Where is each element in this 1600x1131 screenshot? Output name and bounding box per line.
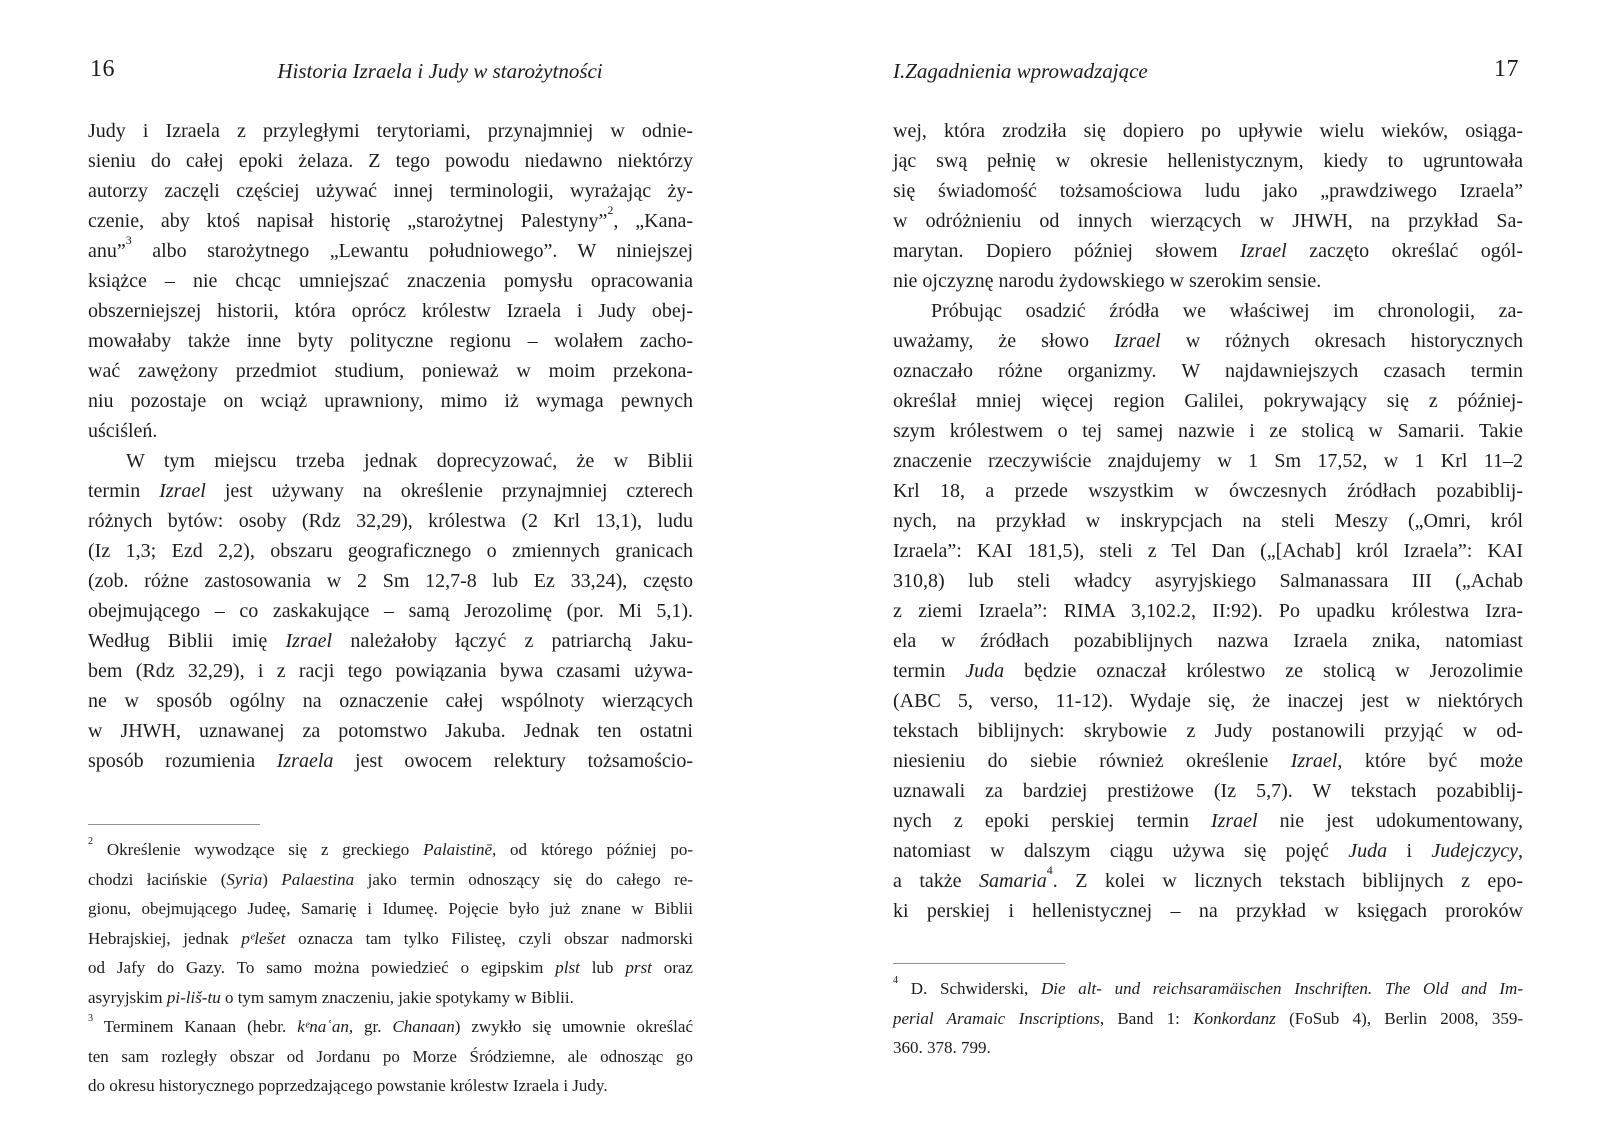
- text-line: a także Samaria$^4$. Z kolei w licznych tekstach biblijnych z epo-: [893, 862, 1523, 892]
- text-line: $^3$ Terminem Kanaan (hebr. kᵉnaʿan, gr. Chanaan) zwykło się umownie określać: [88, 1012, 693, 1036]
- text-line: nie ojczyznę narodu żydowskiego w szerokim sensie.: [893, 270, 1322, 292]
- text-line: obszerniejszej historii, która oprócz królestw Izraela i Judy obej-: [88, 300, 693, 322]
- left-page: [88, 0, 693, 1131]
- text-line: od Jafy do Gazy. To samo można powiedzieć o egipskim plst lub prst oraz: [88, 958, 693, 977]
- text-line: jąc swą pełnię w okresie hellenistycznym, kiedy to ugruntowała: [893, 150, 1523, 172]
- text-line: Krl 18, a przede wszystkim w ówczesnych źródłach pozabiblij-: [893, 480, 1523, 502]
- text-line: Hebrajskiej, jednak pᵉlešet oznacza tam tylko Filisteę, czyli obszar nadmorski: [88, 928, 693, 948]
- text-line: W tym miejscu trzeba jednak doprecyzować, że w Biblii: [126, 450, 693, 472]
- text-line: bem (Rdz 32,29), i z racji tego powiązania bywa czasami używa-: [88, 660, 693, 682]
- body-text: [88, 116, 693, 776]
- text-line: gionu, obejmującego Judeę, Samarię i Idumeę. Pojęcie było już znane w Biblii: [88, 899, 693, 918]
- text-line: sposób rozumienia Izraela jest owocem relektury tożsamościo-: [88, 750, 693, 772]
- text-line: oznaczało różne organizmy. W najdawniejszych czasach termin: [893, 360, 1523, 382]
- text-line: uznawali za bardziej prestiżowe (Iz 5,7). W tekstach pozabiblij-: [893, 780, 1523, 802]
- text-line: ne w sposób ogólny na oznaczenie całej wspólnoty wierzących: [88, 690, 693, 712]
- text-line: sieniu do całej epoki żelaza. Z tego powodu niedawno niektórzy: [88, 150, 693, 172]
- text-line: szym królestwem o tej samej nazwie i ze stolicą w Samarii. Takie: [893, 420, 1523, 442]
- text-line: 310,8) lub steli władcy asyryjskiego Salmanassara III („Achab: [893, 570, 1523, 592]
- text-line: ten sam rozległy obszar od Jordanu po Morze Śródziemne, ale odnosząc go: [88, 1046, 693, 1066]
- text-line: asyryjskim pi-liš-tu o tym samym znaczeniu, jakie spotykamy w Biblii.: [88, 987, 574, 1007]
- text-line: obejmującego – co zaskakujące – samą Jerozolimę (por. Mi 5,1).: [88, 600, 693, 622]
- text-line: książce – nie chcąc umniejszać znaczenia pomysłu opracowania: [88, 270, 693, 292]
- text-line: 360. 378. 799.: [893, 1038, 991, 1057]
- text-line: uściśleń.: [88, 420, 158, 442]
- text-line: (ABC 5, verso, 11-12). Wydaje się, że inaczej jest w niektórych: [893, 690, 1523, 712]
- text-line: anu”$^3$ albo starożytnego „Lewantu południowego”. W niniejszej: [88, 232, 693, 262]
- footnotes: [893, 974, 1523, 1063]
- text-line: różnych bytów: osoby (Rdz 32,29), królestwa (2 Krl 13,1), ludu: [88, 510, 693, 532]
- running-header: Historia Izraela i Judy w starożytności: [277, 59, 603, 83]
- text-line: z ziemi Izraela”: RIMA 3,102.2, II:92). Po upadku królestwa Izra-: [893, 600, 1523, 622]
- text-line: określał mniej więcej region Galilei, pokrywający się z później-: [893, 390, 1523, 412]
- text-line: perial Aramaic Inscriptions, Band 1: Konkordanz (FoSub 4), Berlin 2008, 359-: [893, 1008, 1524, 1028]
- text-line: Według Biblii imię Izrael należałoby łączyć z patriarchą Jaku-: [88, 630, 693, 652]
- text-line: termin Izrael jest używany na określenie przynajmniej czterech: [88, 480, 693, 502]
- text-line: termin Juda będzie oznaczał królestwo ze stolicą w Jerozolimie: [893, 660, 1523, 682]
- text-line: do okresu historycznego poprzedzającego powstanie królestw Izraela i Judy.: [88, 1076, 608, 1095]
- text-line: Próbując osadzić źródła we właściwej im chronologii, za-: [931, 300, 1523, 322]
- text-line: wać zawężony przedmiot studium, ponieważ w moim przekona-: [88, 360, 693, 382]
- text-line: ki perskiej i hellenistycznej – na przykład w księgach proroków: [893, 900, 1523, 922]
- running-header: I.Zagadnienia wprowadzające: [893, 59, 1148, 83]
- text-line: Judy i Izraela z przyległymi terytoriami, przynajmniej w odnie-: [88, 120, 693, 142]
- left-page-header: [88, 56, 693, 90]
- page-number: 17: [1494, 56, 1519, 82]
- text-line: niu pozostaje on wciąż uprawniony, mimo iż wymaga pewnych: [88, 390, 693, 412]
- text-line: w JHWH, uznawanej za potomstwo Jakuba. Jednak ten ostatni: [88, 720, 693, 742]
- text-line: ela w źródłach pozabiblijnych nazwa Izraela znika, natomiast: [893, 630, 1523, 652]
- text-line: mowałaby także inne byty polityczne regionu – wolałem zacho-: [88, 330, 693, 352]
- text-line: tekstach biblijnych: skrybowie z Judy postanowili przyjąć w od-: [893, 720, 1523, 742]
- text-line: Izraela”: KAI 181,5), steli z Tel Dan („[Achab] król Izraela”: KAI: [893, 540, 1523, 562]
- right-page: [893, 0, 1523, 1131]
- text-line: (Iz 1,3; Ezd 2,2), obszaru geograficznego o zmiennych granicach: [88, 540, 693, 562]
- footnote-separator: [893, 963, 1065, 964]
- text-line: w odróżnieniu od innych wierzących w JHWH, na przykład Sa-: [893, 210, 1523, 232]
- page-number: 16: [90, 56, 115, 82]
- text-line: autorzy zaczęli częściej używać innej terminologii, wyrażając ży-: [88, 180, 693, 202]
- text-line: chodzi łacińskie (Syria) Palaestina jako termin odnoszący się do całego re-: [88, 869, 693, 889]
- text-line: natomiast w dalszym ciągu używa się pojęć Juda i Judejczycy,: [893, 840, 1523, 862]
- right-page-header: [893, 56, 1523, 90]
- text-line: $^2$ Określenie wywodzące się z greckiego Palaistinē, od którego później po-: [88, 835, 693, 859]
- text-line: uważamy, że słowo Izrael w różnych okresach historycznych: [893, 330, 1523, 352]
- text-line: $^4$ D. Schwiderski, Die alt- und reichsaramäischen Inschriften. The Old and Im-: [893, 974, 1523, 998]
- body-text: [893, 116, 1523, 926]
- footnote-separator: [88, 824, 260, 825]
- text-line: czenie, aby ktoś napisał historię „starożytnej Palestyny”$^2$, „Kana-: [88, 202, 693, 232]
- text-line: nych z epoki perskiej termin Izrael nie jest udokumentowany,: [893, 810, 1523, 832]
- text-line: marytan. Dopiero później słowem Izrael zaczęto określać ogól-: [893, 240, 1523, 262]
- text-line: się świadomość tożsamościowa ludu jako „prawdziwego Izraela”: [893, 180, 1523, 202]
- text-line: niesieniu do siebie również określenie Izrael, które być może: [893, 750, 1523, 772]
- footnotes: [88, 835, 693, 1101]
- text-line: nych, na przykład w inskrypcjach na steli Meszy („Omri, król: [893, 510, 1523, 532]
- text-line: wej, która zrodziła się dopiero po upływie wielu wieków, osiąga-: [893, 120, 1523, 142]
- text-line: znaczenie rzeczywiście znajdujemy w 1 Sm 17,52, w 1 Krl 11–2: [893, 450, 1523, 472]
- text-line: (zob. różne zastosowania w 2 Sm 12,7-8 lub Ez 33,24), często: [88, 570, 693, 592]
